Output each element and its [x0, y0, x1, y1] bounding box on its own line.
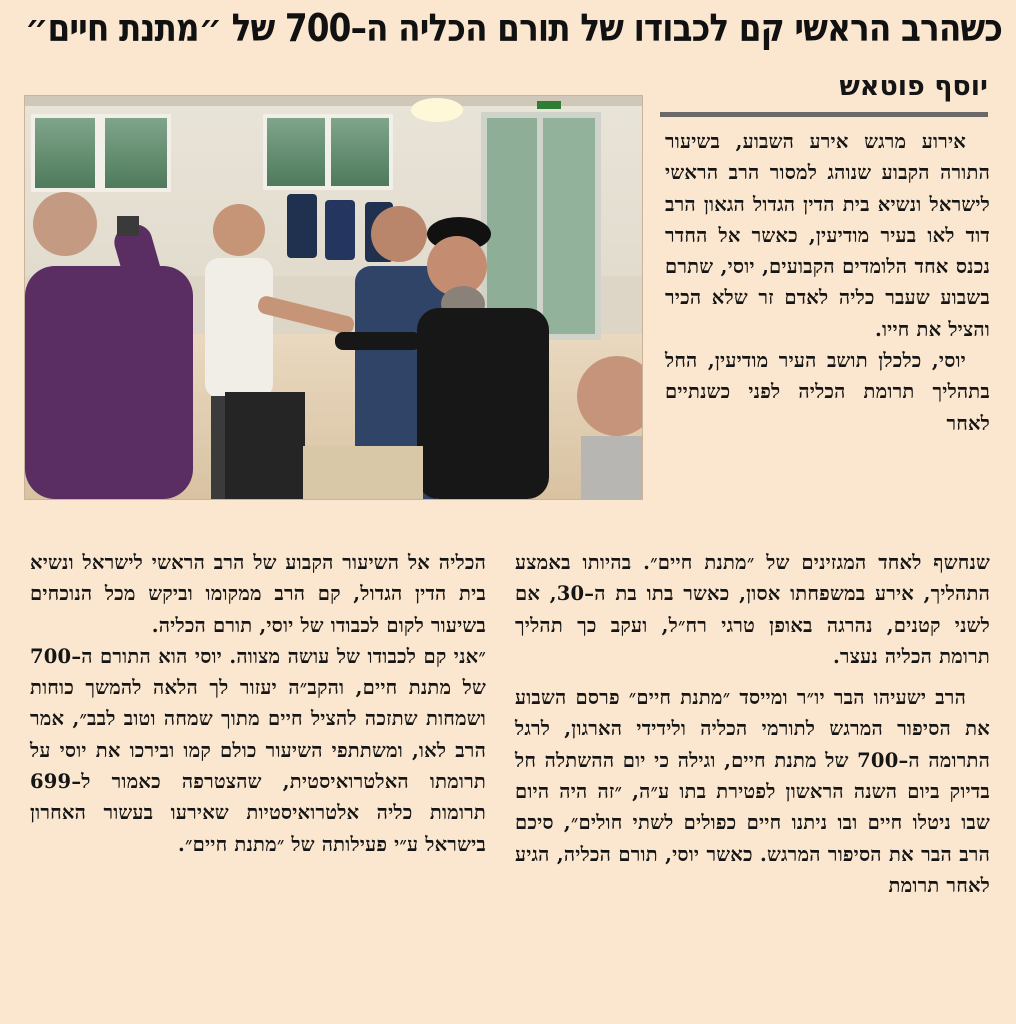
- paragraph: הכליה אל השיעור הקבוע של הרב הראשי לישראל ונשיא בית הדין הגדול, קם הרב ממקומו וביקש מכל הנוכחים בשיעור לקום לכבודו של יוסי, תורם הכליה.: [30, 551, 486, 637]
- paragraph: שנחשף לאחד המגזינים של ״מתנת חיים״. בהיותו באמצע התהליך, אירע במשפחתו אסון, כאשר בתו בת ה–30, אם לשני קטנים, נהרגה באופן טרגי רח״ל, ועקב כך תהליך תרומת הכליה נעצר.: [515, 551, 990, 668]
- paragraph: הרב ישעיהו הבר יו״ר ומייסד ״מתנת חיים״ פרסם השבוע את הסיפור המרגש לתורמי הכליה ולידידי הארגון, לרגל התרומה ה–700 של מתנת חיים, וגילה כי יום ההשתלה חל בדיוק ביום השנה הראשון לפטירת בתו ע״ה, ״זה היה היום שבו ניטלו חיים ובו ניתנו חיים כפולים לשתי חולים״, סיכם הרב הבר את הסיפור המרגש. כאשר יוסי, תורם הכליה, הגיע לאחר תרומת: [515, 686, 990, 897]
- paragraph: ״אני קם לכבודו של עושה מצווה. יוסי הוא התורם ה–700 של מתנת חיים, והקב״ה יעזור לך הלאה להמשך כוחות ושמחות שתזכה להציל חיים מתוך שמחה וטוב לבב״, אמר הרב לאו, ומשתתפי השיעור כולם קמו ובירכו את יוסי על תרומתו האלטרואיסטית, שהצטרפה כאמור ל–699 תרומות כליה אלטרואיסטיות שאירעו בעשור האחרון בישראל ע״י פעילותה של ״מתנת חיים״.: [30, 644, 486, 856]
- article-photo: [24, 95, 643, 500]
- article-column-left: [30, 547, 486, 860]
- paragraph: יוסי, כלכלן תושב העיר מודיעין, החל בתהליך תרומת הכליה לפני כשנתיים לאחר: [665, 349, 990, 435]
- paragraph: אירוע מרגש אירע השבוע, בשיעור התורה הקבוע שנוהג למסור הרב הראשי לישראל ונשיא בית הדין הגדול הגאון הרב דוד לאו בעיר מודיעין, כאשר אל החדר נכנס אחד הלומדים הקבועים, יוסי, שתרם בשבוע שעבר כליה לאדם זר שלא הכיר והציל את חייו.: [665, 130, 990, 341]
- article-column-middle: [515, 547, 990, 901]
- article-byline: יוסף פוטאש: [660, 68, 988, 117]
- article-column-right-top: [665, 126, 990, 439]
- article-headline: כשהרב הראשי קם לכבודו של תורם הכליה ה–700 של ״מתנת חיים״: [25, 6, 1002, 50]
